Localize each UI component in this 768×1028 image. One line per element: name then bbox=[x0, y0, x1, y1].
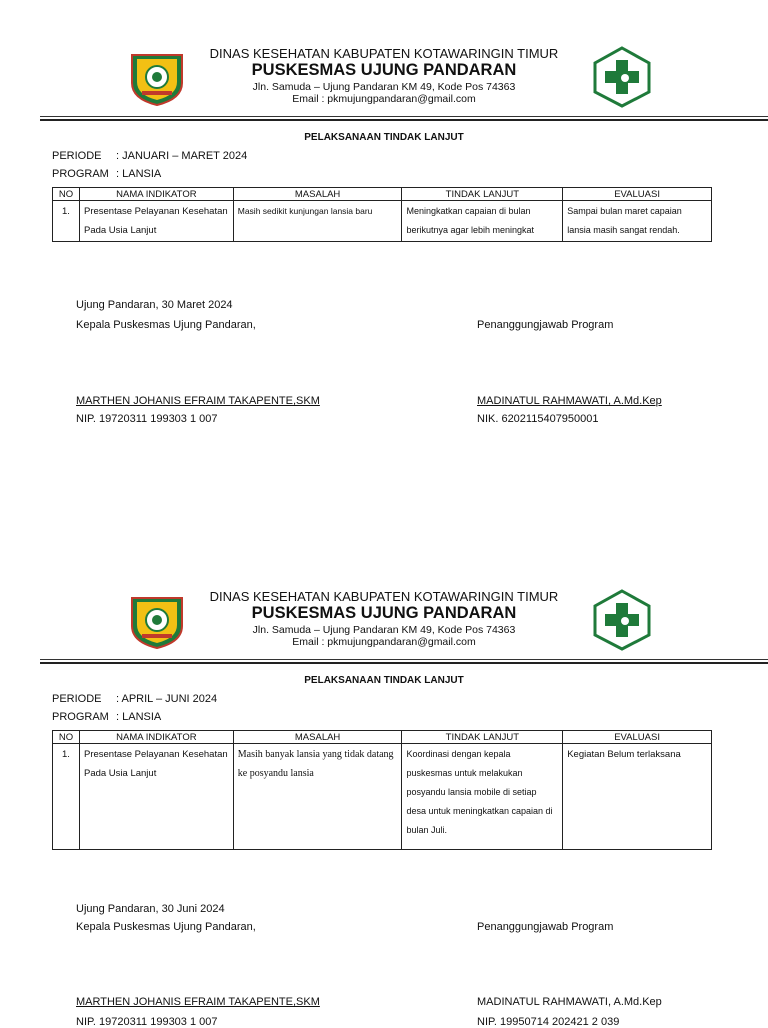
col-tindak-lanjut: TINDAK LANJUT bbox=[402, 188, 563, 201]
header-rule-thick bbox=[40, 662, 768, 664]
periode-value: : APRIL – JUNI 2024 bbox=[116, 693, 218, 705]
agency-name: DINAS KESEHATAN KABUPATEN KOTAWARINGIN TIMUR bbox=[209, 589, 559, 604]
follow-up-table bbox=[52, 187, 712, 242]
address: Jln. Samuda – Ujung Pandaran KM 49, Kode Pos 74363 bbox=[252, 81, 516, 93]
puskesmas-cross-icon bbox=[592, 46, 652, 108]
email: Email : pkmujungpandaran@gmail.com bbox=[292, 636, 476, 648]
left-signer-role: Kepala Puskesmas Ujung Pandaran, bbox=[76, 319, 256, 331]
cell-masalah: Masih banyak lansia yang tidak datang ke posyandu lansia bbox=[233, 744, 402, 850]
program-value: : LANSIA bbox=[116, 168, 162, 180]
left-signer-role: Kepala Puskesmas Ujung Pandaran, bbox=[76, 921, 256, 933]
col-indikator: NAMA INDIKATOR bbox=[79, 188, 233, 201]
cell-no: 1. bbox=[53, 201, 80, 242]
col-masalah: MASALAH bbox=[233, 188, 402, 201]
left-signer-name: MARTHEN JOHANIS EFRAIM TAKAPENTE,SKM bbox=[76, 395, 320, 407]
right-signer-name: MADINATUL RAHMAWATI, A.Md.Kep bbox=[477, 395, 662, 407]
periode-line bbox=[52, 693, 217, 705]
cell-masalah: Masih sedikit kunjungan lansia baru bbox=[233, 201, 402, 242]
program-line bbox=[52, 168, 161, 180]
cell-evaluasi: Kegiatan Belum terlaksana bbox=[563, 744, 712, 850]
col-masalah: MASALAH bbox=[233, 731, 402, 744]
left-signer-name: MARTHEN JOHANIS EFRAIM TAKAPENTE,SKM bbox=[76, 996, 320, 1008]
cell-tindak-lanjut: Koordinasi dengan kepala puskesmas untuk melakukan posyandu lansia mobile di setiap desa untuk meningkatkan capaian di bulan Juli. bbox=[402, 744, 563, 850]
col-no: NO bbox=[53, 731, 80, 744]
header-rule bbox=[40, 116, 768, 117]
left-signer-id: NIP. 19720311 199303 1 007 bbox=[76, 1016, 218, 1028]
follow-up-table bbox=[52, 730, 712, 850]
puskesmas-name: PUSKESMAS UJUNG PANDARAN bbox=[251, 61, 517, 79]
agency-name: DINAS KESEHATAN KABUPATEN KOTAWARINGIN TIMUR bbox=[209, 46, 559, 61]
document-title: PELAKSANAAN TINDAK LANJUT bbox=[304, 675, 464, 686]
right-signer-role: Penanggungjawab Program bbox=[477, 921, 614, 933]
program-label: PROGRAM bbox=[52, 711, 109, 723]
place-date: Ujung Pandaran, 30 Juni 2024 bbox=[76, 903, 225, 915]
program-line bbox=[52, 711, 161, 723]
puskesmas-name: PUSKESMAS UJUNG PANDARAN bbox=[251, 604, 517, 622]
right-signer-name: MADINATUL RAHMAWATI, A.Md.Kep bbox=[477, 996, 662, 1008]
periode-label: PERIODE bbox=[52, 150, 102, 162]
right-signer-id: NIK. 6202115407950001 bbox=[477, 413, 599, 425]
table-row bbox=[53, 744, 712, 850]
cell-no: 1. bbox=[53, 744, 80, 850]
right-signer-id: NIP. 19950714 202421 2 039 bbox=[477, 1016, 620, 1028]
cell-indikator: Presentase Pelayanan Kesehatan Pada Usia Lanjut bbox=[79, 744, 233, 850]
cell-evaluasi: Sampai bulan maret capaian lansia masih sangat rendah. bbox=[563, 201, 712, 242]
place-date: Ujung Pandaran, 30 Maret 2024 bbox=[76, 299, 233, 311]
col-indikator: NAMA INDIKATOR bbox=[79, 731, 233, 744]
header-rule-thick bbox=[40, 119, 768, 121]
col-evaluasi: EVALUASI bbox=[563, 731, 712, 744]
left-signer-id: NIP. 19720311 199303 1 007 bbox=[76, 413, 218, 425]
periode-line bbox=[52, 150, 247, 162]
address: Jln. Samuda – Ujung Pandaran KM 49, Kode Pos 74363 bbox=[252, 624, 516, 636]
col-no: NO bbox=[53, 188, 80, 201]
header-rule bbox=[40, 659, 768, 660]
periode-value: : JANUARI – MARET 2024 bbox=[116, 150, 248, 162]
periode-label: PERIODE bbox=[52, 693, 102, 705]
program-label: PROGRAM bbox=[52, 168, 109, 180]
report-q2 bbox=[0, 543, 768, 1028]
col-tindak-lanjut: TINDAK LANJUT bbox=[402, 731, 563, 744]
col-evaluasi: EVALUASI bbox=[563, 188, 712, 201]
right-signer-role: Penanggungjawab Program bbox=[477, 319, 614, 331]
cell-indikator: Presentase Pelayanan Kesehatan Pada Usia Lanjut bbox=[79, 201, 233, 242]
puskesmas-cross-icon bbox=[592, 589, 652, 651]
document-title: PELAKSANAAN TINDAK LANJUT bbox=[304, 132, 464, 143]
cell-tindak-lanjut: Meningkatkan capaian di bulan berikutnya agar lebih meningkat bbox=[402, 201, 563, 242]
email: Email : pkmujungpandaran@gmail.com bbox=[292, 93, 476, 105]
table-row bbox=[53, 201, 712, 242]
program-value: : LANSIA bbox=[116, 711, 162, 723]
